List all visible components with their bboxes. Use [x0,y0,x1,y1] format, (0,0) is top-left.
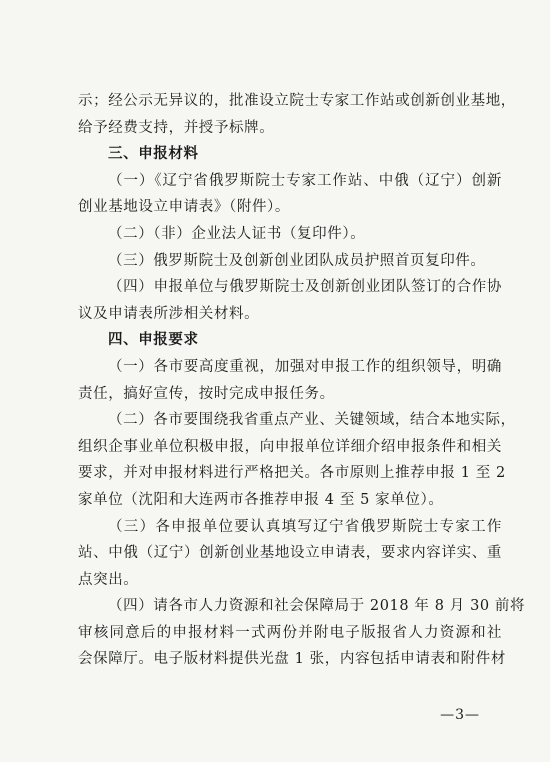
text-line: 创业基地设立申请表》（附件）。 [78,199,290,216]
text-line: （二）（非）企业法人证书（复印件）。 [108,225,366,242]
text-line: （一）《辽宁省俄罗斯院士专家工作站、中俄（辽宁）创新 [108,172,502,189]
text-line: （三）俄罗斯院士及创新创业团队成员护照首页复印件。 [108,252,486,269]
text-line: 会保障厅。电子版材料提供光盘 1 张，内容包括申请表和附件材 [78,651,506,668]
section-heading: 四、申报要求 [108,332,199,349]
text-line: 给予经费支持，并授予标牌。 [78,119,275,136]
text-line: （二）各市要围绕我省重点产业、关键领域，结合本地实际， [108,412,516,429]
text-line: （一）各市要高度重视，加强对申报工作的组织领导，明确 [108,358,502,375]
text-line: （四）请各市人力资源和社会保障局于 2018 年 8 月 30 前将 [108,598,526,615]
section-heading: 三、申报材料 [108,146,199,163]
text-line: （四）申报单位与俄罗斯院士及创新创业团队签订的合作协 [108,279,502,296]
text-line: 组织企事业单位积极申报，向申报单位详细介绍申报条件和相关 [78,438,502,455]
text-line: 审核同意后的申报材料一式两份并附电子版报省人力资源和社 [78,624,502,641]
text-line: 责任，搞好宣传，按时完成申报任务。 [78,385,335,402]
text-line: 家单位（沈阳和大连两市各推荐申报 4 至 5 家单位）。 [78,491,444,508]
page-number-text: —3— [440,707,480,723]
text-line: 要求，并对申报材料进行严格把关。各市原则上推荐申报 1 至 2 [78,465,506,482]
text-line: 议及申请表所涉相关材料。 [78,305,260,322]
document-body [78,88,526,673]
text-line: 示；经公示无异议的，批准设立院士专家工作站或创新创业基地， [78,93,516,109]
text-line: 点突出。 [78,571,139,588]
text-line: （三）各申报单位要认真填写辽宁省俄罗斯院士专家工作 [108,518,502,535]
text-line: 站、中俄（辽宁）创新创业基地设立申请表，要求内容详实、重 [78,545,502,562]
page-number [0,707,550,723]
